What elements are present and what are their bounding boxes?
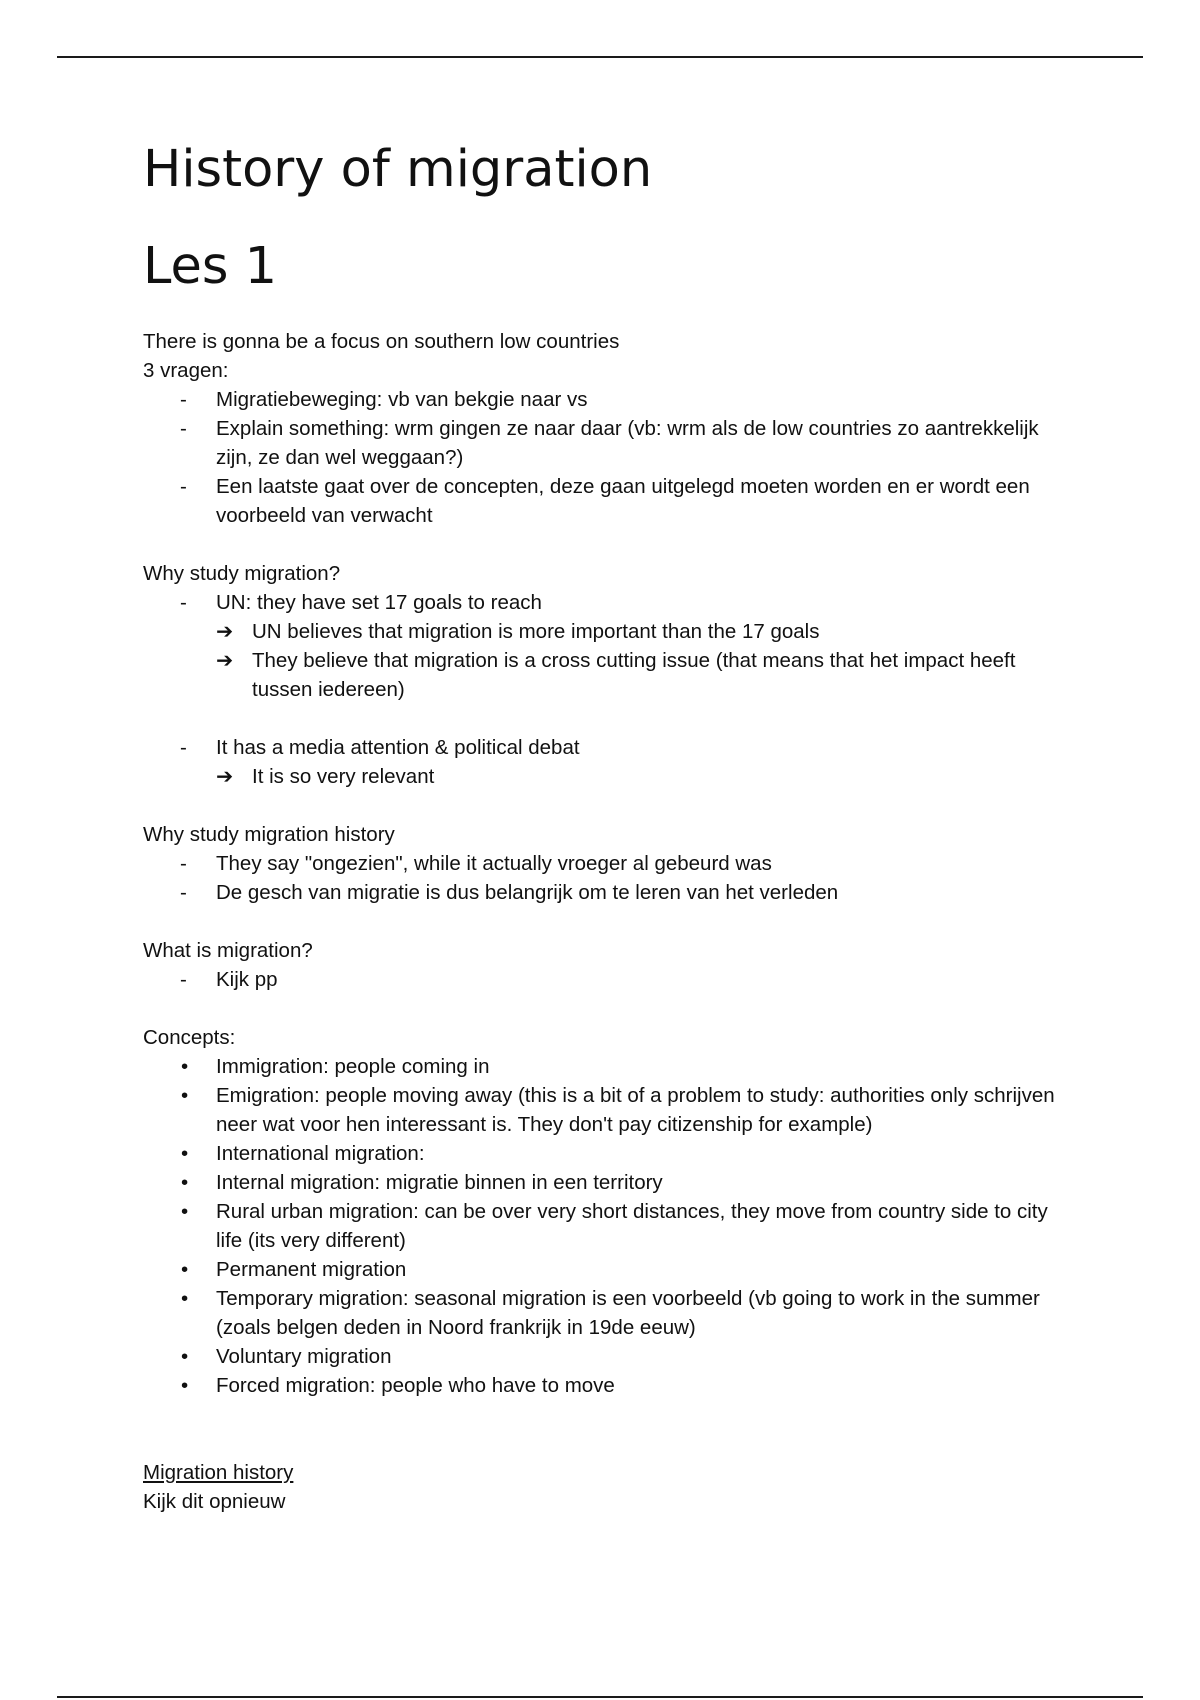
sub-list-item-text: They believe that migration is a cross cutting issue (that means that het impact heeft tussen iedereen) — [252, 649, 1016, 701]
document-title: History of migration — [143, 140, 653, 199]
list-item: • Internal migration: migratie binnen in een territory — [143, 1168, 1063, 1197]
arrow-right-icon: ➔ — [216, 648, 234, 672]
list-item: • Immigration: people coming in — [143, 1052, 1063, 1081]
sub-list — [216, 617, 1063, 704]
header-rule — [57, 56, 1143, 58]
questions-label: 3 vragen: — [143, 359, 229, 382]
arrow-right-icon: ➔ — [216, 764, 234, 788]
sub-list-item — [216, 617, 1063, 646]
questions-list — [143, 385, 1063, 530]
sub-list-item — [216, 762, 1063, 791]
list-item: • Temporary migration: seasonal migration is een voorbeeld (vb going to work in the summer (zoals belgen deden in Noord frankrijk in 19de eeuw) — [143, 1284, 1063, 1342]
migration-history-line: Kijk dit opnieuw — [143, 1490, 286, 1513]
why-history-heading: Why study migration history — [143, 823, 395, 846]
arrow-right-icon: ➔ — [216, 619, 234, 643]
list-item-text: It has a media attention & political debat — [216, 736, 580, 759]
list-item: • Permanent migration — [143, 1255, 1063, 1284]
intro-line: There is gonna be a focus on southern low countries — [143, 330, 620, 353]
sub-list-item-text: UN believes that migration is more important than the 17 goals — [252, 620, 820, 643]
document-page — [143, 140, 1063, 1516]
list-item: - De gesch van migratie is dus belangrijk om te leren van het verleden — [143, 878, 1063, 907]
list-item: - They say "ongezien", while it actually vroeger al gebeurd was — [143, 849, 1063, 878]
what-is-heading: What is migration? — [143, 939, 313, 962]
list-item: • Emigration: people moving away (this is a bit of a problem to study: authorities only schrijven neer wat voor hen interessant is. They don't pay citizenship for example) — [143, 1081, 1063, 1139]
what-is-list — [143, 965, 1063, 994]
concepts-list — [143, 1052, 1063, 1400]
footer-rule — [57, 1696, 1143, 1698]
list-item-text: UN: they have set 17 goals to reach — [216, 591, 542, 614]
list-item: - Migratiebeweging: vb van bekgie naar vs — [143, 385, 1063, 414]
why-study-heading: Why study migration? — [143, 562, 341, 585]
list-item: • International migration: — [143, 1139, 1063, 1168]
lesson-heading: Les 1 — [143, 237, 278, 296]
why-study-list — [143, 588, 1063, 791]
concepts-heading: Concepts: — [143, 1026, 236, 1049]
document-body — [143, 327, 1063, 1516]
list-item: - Een laatste gaat over de concepten, deze gaan uitgelegd moeten worden en er wordt een voorbeeld van verwacht — [143, 472, 1063, 530]
why-history-list — [143, 849, 1063, 907]
list-item — [143, 733, 1063, 791]
migration-history-heading: Migration history — [143, 1461, 294, 1484]
sub-list — [216, 762, 1063, 791]
sub-list-item-text: It is so very relevant — [252, 765, 435, 788]
list-item: • Voluntary migration — [143, 1342, 1063, 1371]
list-item — [143, 588, 1063, 704]
list-item: • Rural urban migration: can be over very short distances, they move from country side to city life (its very different) — [143, 1197, 1063, 1255]
sub-list-item — [216, 646, 1063, 704]
list-item: • Forced migration: people who have to move — [143, 1371, 1063, 1400]
list-item: - Explain something: wrm gingen ze naar daar (vb: wrm als de low countries zo aantrekkelijk zijn, ze dan wel weggaan?) — [143, 414, 1063, 472]
list-item: - Kijk pp — [143, 965, 1063, 994]
